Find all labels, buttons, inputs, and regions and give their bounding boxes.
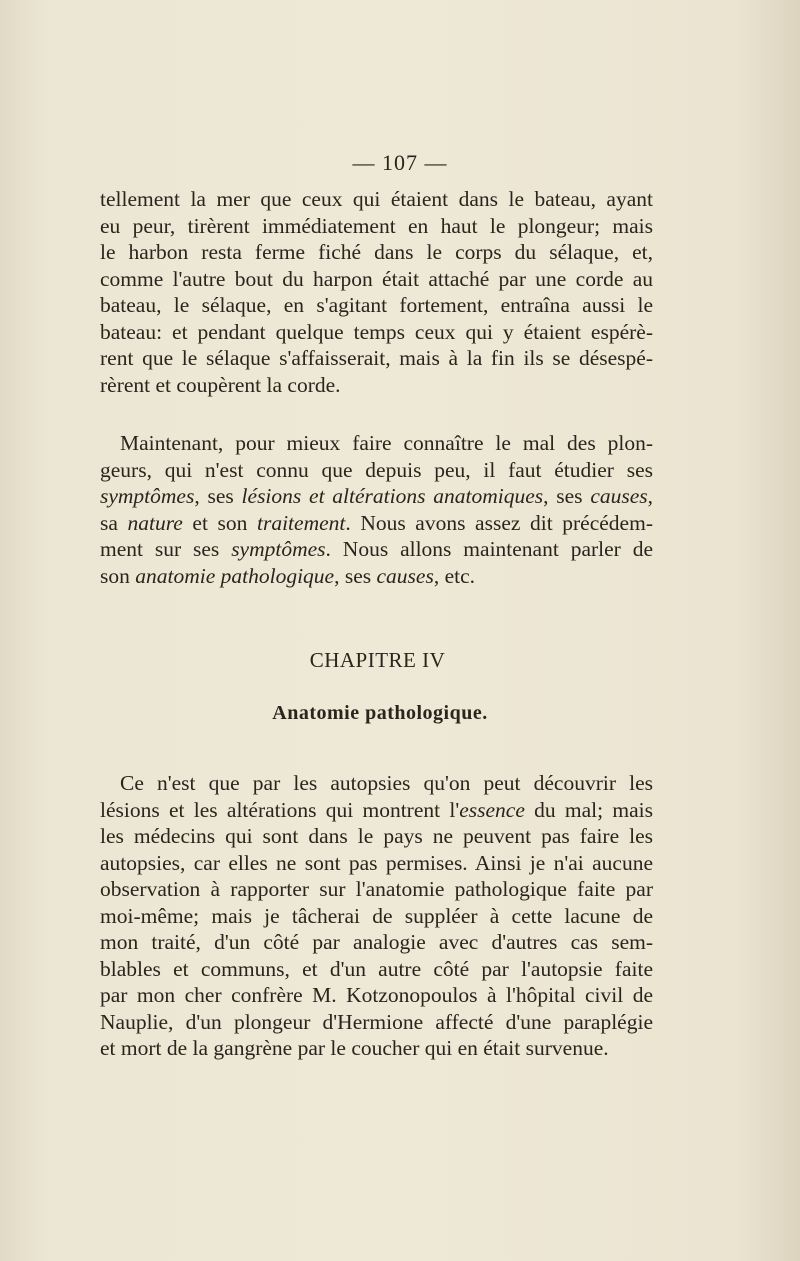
text-run: . Nous avons assez dit précédem- (345, 510, 653, 535)
text-run: , etc. (433, 563, 476, 588)
text-line: par mon cher confrère M. Kotzonopoulos à l'hôpital civil de (100, 983, 653, 1007)
italic-term: symptômes (100, 484, 195, 508)
text-run: , ses (194, 484, 242, 508)
text-line (100, 536, 653, 563)
paragraph-anatomy (100, 770, 653, 1062)
text-run: et son (182, 510, 257, 535)
text-run: , ses (334, 563, 377, 588)
italic-term: causes (376, 563, 434, 588)
italic-term: nature (127, 510, 183, 535)
paragraph-continuation (100, 186, 653, 398)
text-line: bateau, le sélaque, en s'agitant fortement, entraîna aussi le (100, 293, 653, 317)
chapter-heading: CHAPITRE IV (309, 648, 446, 672)
text-run: , (647, 484, 654, 508)
italic-term: symptômes (231, 537, 326, 561)
text-line: les médecins qui sont dans le pays ne peuvent pas faire les (100, 824, 653, 848)
text-line (100, 797, 653, 824)
text-line: le harbon resta ferme fiché dans le corps du sélaque, et, (100, 240, 653, 264)
text-line: rent que le sélaque s'affaisserait, mais à la fin ils se désespé- (100, 346, 653, 370)
italic-term: lésions et altérations anatomiques (241, 484, 544, 508)
text-line: bateau: et pendant quelque temps ceux qui y étaient espérè- (100, 319, 653, 344)
text-line: moi-même; mais je tâcherai de suppléer à cette lacune de (100, 903, 653, 928)
text-line (100, 510, 653, 537)
text-run: sa (100, 510, 128, 535)
text-line: comme l'autre bout du harpon était attaché par une corde au (100, 266, 653, 291)
section-heading: Anatomie pathologique. (272, 702, 488, 724)
text-run: du mal; mais (524, 797, 653, 822)
text-line: et mort de la gangrène par le coucher qui en était survenue. (100, 1036, 609, 1060)
text-run: son (100, 563, 136, 588)
text-line: blables et communs, et d'un autre côté par l'autopsie faite (100, 956, 653, 981)
text-line: eu peur, tirèrent immédiatement en haut le plongeur; mais (100, 213, 653, 238)
text-line: rèrent et coupèrent la corde. (100, 372, 341, 397)
text-line: geurs, qui n'est connu que depuis peu, il faut étudier ses (100, 457, 653, 482)
italic-term: anatomie pathologique (135, 563, 335, 588)
text-line: autopsies, car elles ne sont pas permises. Ainsi je n'ai aucune (100, 850, 653, 875)
page-number: — 107 — (352, 150, 448, 175)
text-line: Ce n'est que par les autopsies qu'on peut découvrir les (120, 771, 653, 795)
text-line: Maintenant, pour mieux faire connaître le mal des plon- (120, 431, 653, 455)
text-run: . Nous allons maintenant parler de (325, 537, 653, 561)
text-run: ment sur ses (100, 537, 232, 561)
text-run: , ses (543, 484, 591, 508)
italic-term: traitement (256, 510, 346, 535)
text-line (100, 483, 653, 510)
paragraph-intro (100, 430, 653, 589)
text-line: tellement la mer que ceux qui étaient dans le bateau, ayant (100, 187, 653, 211)
text-run: lésions et les altérations qui montrent l' (100, 797, 460, 822)
text-line: Nauplie, d'un plongeur d'Hermione affecté d'une paraplégie (100, 1009, 653, 1034)
text-line: mon traité, d'un côté par analogie avec d'autres cas sem- (100, 930, 653, 954)
italic-term: causes (590, 484, 648, 508)
text-line (100, 563, 653, 590)
italic-term: essence (459, 797, 525, 822)
text-line: observation à rapporter sur l'anatomie pathologique faite par (100, 877, 653, 901)
